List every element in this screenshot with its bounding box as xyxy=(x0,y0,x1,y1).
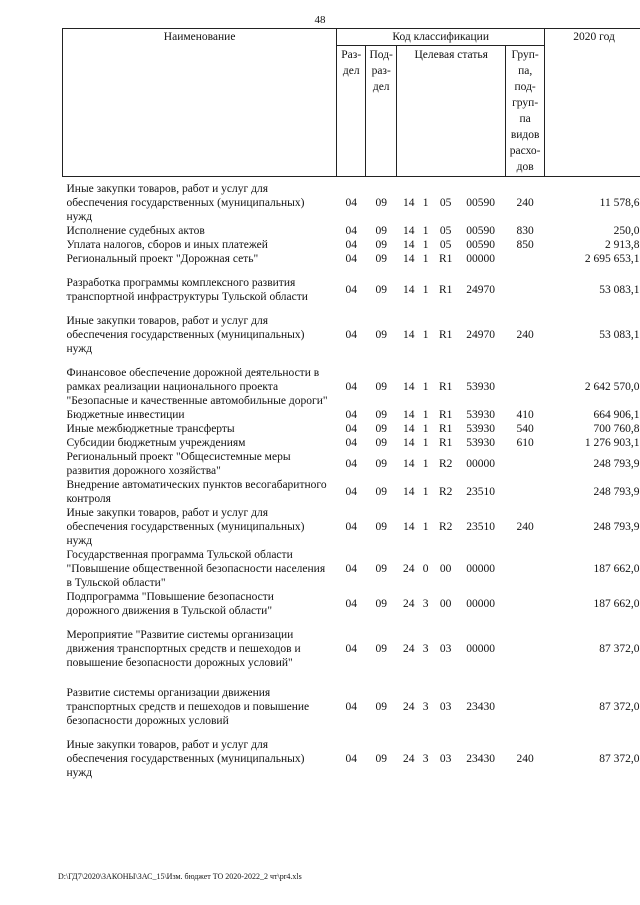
table-row xyxy=(63,738,640,780)
row-subsection: 09 xyxy=(375,329,387,341)
table-row xyxy=(63,422,640,436)
row-amount: 248 793,9 xyxy=(593,486,640,498)
row-amount: 87 372,0 xyxy=(599,643,640,655)
target-direction: 53930 xyxy=(466,409,496,421)
target-measure: R2 xyxy=(438,486,453,498)
table-body xyxy=(63,177,640,781)
target-measure: R2 xyxy=(438,458,453,470)
target-direction: 23510 xyxy=(466,521,496,533)
row-name: Иные закупки товаров, работ и услуг для обеспечения государственных (муниципальных) нужд xyxy=(66,739,305,779)
row-name: Мероприятие "Развитие системы организации движения транспортных средств и пешеходов и повышение безопасности дорожных условий" xyxy=(66,629,301,669)
row-subsection: 09 xyxy=(375,521,387,533)
target-subprogram: 1 xyxy=(422,225,429,237)
target-measure: R1 xyxy=(438,437,453,449)
target-measure: 05 xyxy=(439,197,452,209)
target-direction: 00590 xyxy=(466,197,496,209)
row-subsection: 09 xyxy=(375,253,387,265)
row-expense-group xyxy=(506,478,545,506)
table-row xyxy=(63,548,640,590)
row-name: Развитие системы организации движения транспортных средств и пешеходов и повышение безопасности дорожных условий xyxy=(66,687,310,727)
row-amount: 53 083,1 xyxy=(599,284,640,296)
row-amount: 2 642 570,0 xyxy=(584,381,640,393)
row-section: 04 xyxy=(345,643,357,655)
row-subsection: 09 xyxy=(375,598,387,610)
target-program: 14 xyxy=(402,329,415,341)
table-row xyxy=(63,686,640,728)
target-subprogram: 1 xyxy=(422,423,429,435)
target-direction: 24970 xyxy=(466,284,496,296)
target-program: 14 xyxy=(402,381,415,393)
row-name: Иные закупки товаров, работ и услуг для обеспечения государственных (муниципальных) нужд xyxy=(66,315,305,355)
row-target-article xyxy=(397,238,506,252)
row-spacer xyxy=(63,670,640,686)
row-expense-group: 240 xyxy=(516,197,534,209)
row-section: 04 xyxy=(345,521,357,533)
row-name: Финансовое обеспечение дорожной деятельности в рамках реализации национального проекта "Безопасные и качественные автомобильные дороги" xyxy=(66,367,328,407)
target-subprogram: 1 xyxy=(422,521,429,533)
row-name: Разработка программы комплексного развития транспортной инфраструктуры Тульской области xyxy=(66,277,308,303)
table-row xyxy=(63,450,640,478)
row-expense-group xyxy=(506,548,545,590)
row-expense-group: 410 xyxy=(516,409,534,421)
row-section: 04 xyxy=(345,225,357,237)
target-subprogram: 1 xyxy=(422,329,429,341)
table-header xyxy=(63,29,640,177)
row-expense-group: 240 xyxy=(516,521,534,533)
target-subprogram: 1 xyxy=(422,409,429,421)
row-subsection: 09 xyxy=(375,643,387,655)
row-name: Иные закупки товаров, работ и услуг для обеспечения государственных (муниципальных) нужд xyxy=(66,507,305,547)
table-row xyxy=(63,506,640,548)
target-measure: R1 xyxy=(438,284,453,296)
row-subsection: 09 xyxy=(375,437,387,449)
target-measure: R1 xyxy=(438,381,453,393)
row-section: 04 xyxy=(345,409,357,421)
target-subprogram: 1 xyxy=(422,486,429,498)
row-amount: 53 083,1 xyxy=(599,329,640,341)
target-direction: 00590 xyxy=(466,225,496,237)
target-measure: R1 xyxy=(438,423,453,435)
row-section: 04 xyxy=(345,701,357,713)
row-expense-group: 240 xyxy=(516,329,534,341)
row-subsection: 09 xyxy=(375,239,387,251)
header-target-article: Целевая статья xyxy=(397,46,506,177)
row-section: 04 xyxy=(345,381,357,393)
table-row xyxy=(63,177,640,225)
target-program: 14 xyxy=(402,521,415,533)
row-subsection: 09 xyxy=(375,423,387,435)
target-program: 14 xyxy=(402,423,415,435)
budget-table xyxy=(62,28,640,780)
row-subsection: 09 xyxy=(375,381,387,393)
target-program: 14 xyxy=(402,458,415,470)
row-subsection: 09 xyxy=(375,284,387,296)
target-program: 14 xyxy=(402,486,415,498)
target-measure: 03 xyxy=(439,643,452,655)
row-target-article xyxy=(397,314,506,356)
row-name: Подпрограмма "Повышение безопасности дорожного движения в Тульской области" xyxy=(66,591,274,617)
table-row xyxy=(63,238,640,252)
table-row xyxy=(63,478,640,506)
target-program: 24 xyxy=(402,643,415,655)
row-expense-group xyxy=(506,590,545,618)
target-program: 24 xyxy=(402,598,415,610)
header-year: 2020 год xyxy=(545,29,640,177)
row-target-article xyxy=(397,252,506,266)
row-expense-group: 240 xyxy=(516,753,534,765)
target-program: 14 xyxy=(402,253,415,265)
row-spacer xyxy=(63,356,640,366)
page-number: 48 xyxy=(314,14,326,26)
row-subsection: 09 xyxy=(375,197,387,209)
target-program: 14 xyxy=(402,437,415,449)
row-subsection: 09 xyxy=(375,225,387,237)
row-subsection: 09 xyxy=(375,753,387,765)
table-row xyxy=(63,628,640,670)
target-measure: R1 xyxy=(438,409,453,421)
table-row xyxy=(63,224,640,238)
target-direction: 23510 xyxy=(466,486,496,498)
header-name: Наименование xyxy=(63,29,337,177)
target-subprogram: 3 xyxy=(422,701,429,713)
row-section: 04 xyxy=(345,329,357,341)
target-program: 14 xyxy=(402,409,415,421)
row-name: Региональный проект "Общесистемные меры развития дорожного хозяйства" xyxy=(66,451,291,477)
table-row xyxy=(63,252,640,266)
target-measure: 03 xyxy=(439,701,452,713)
target-subprogram: 3 xyxy=(422,598,429,610)
target-subprogram: 1 xyxy=(422,239,429,251)
target-measure: R1 xyxy=(438,253,453,265)
row-amount: 11 578,6 xyxy=(599,197,640,209)
row-section: 04 xyxy=(345,423,357,435)
row-target-article xyxy=(397,628,506,670)
row-section: 04 xyxy=(345,284,357,296)
row-section: 04 xyxy=(345,458,357,470)
row-subsection: 09 xyxy=(375,458,387,470)
row-target-article xyxy=(397,506,506,548)
target-direction: 00000 xyxy=(466,643,496,655)
row-section: 04 xyxy=(345,598,357,610)
row-target-article xyxy=(397,366,506,408)
target-program: 14 xyxy=(402,239,415,251)
row-target-article xyxy=(397,177,506,225)
row-spacer xyxy=(63,618,640,628)
target-measure: 00 xyxy=(439,563,452,575)
row-expense-group xyxy=(506,366,545,408)
row-spacer xyxy=(63,266,640,276)
row-section: 04 xyxy=(345,486,357,498)
row-target-article xyxy=(397,686,506,728)
target-measure: 03 xyxy=(439,753,452,765)
header-subsection: Под-раз-дел xyxy=(366,46,397,177)
target-measure: 00 xyxy=(439,598,452,610)
target-subprogram: 1 xyxy=(422,284,429,296)
row-amount: 248 793,9 xyxy=(593,521,640,533)
target-subprogram: 1 xyxy=(422,437,429,449)
target-program: 24 xyxy=(402,701,415,713)
row-name: Иные закупки товаров, работ и услуг для обеспечения государственных (муниципальных) нужд xyxy=(66,183,305,223)
target-program: 14 xyxy=(402,197,415,209)
table-row xyxy=(63,590,640,618)
file-path-footer: D:\ГД7\2020\ЗАКОНЫ\ЗАС_15\Изм. бюджет ТО 2020-2022_2 чт\pr4.xls xyxy=(58,872,302,881)
row-name: Государственная программа Тульской области "Повышение общественной безопасности населения в Тульской области" xyxy=(66,549,326,589)
target-subprogram: 3 xyxy=(422,643,429,655)
row-target-article xyxy=(397,422,506,436)
row-amount: 187 662,0 xyxy=(593,598,640,610)
row-section: 04 xyxy=(345,239,357,251)
target-direction: 00000 xyxy=(466,563,496,575)
target-program: 24 xyxy=(402,563,415,575)
target-program: 14 xyxy=(402,225,415,237)
header-section: Раз-дел xyxy=(337,46,366,177)
table-row xyxy=(63,436,640,450)
row-expense-group xyxy=(506,450,545,478)
row-subsection: 09 xyxy=(375,563,387,575)
row-section: 04 xyxy=(345,197,357,209)
target-subprogram: 1 xyxy=(422,458,429,470)
target-measure: 05 xyxy=(439,225,452,237)
target-measure: R2 xyxy=(438,521,453,533)
row-section: 04 xyxy=(345,563,357,575)
row-amount: 87 372,0 xyxy=(599,753,640,765)
target-direction: 00000 xyxy=(466,253,496,265)
row-section: 04 xyxy=(345,753,357,765)
target-subprogram: 3 xyxy=(422,753,429,765)
row-subsection: 09 xyxy=(375,701,387,713)
row-amount: 250,0 xyxy=(613,225,640,237)
row-expense-group xyxy=(506,686,545,728)
target-subprogram: 1 xyxy=(422,253,429,265)
row-amount: 248 793,9 xyxy=(593,458,640,470)
target-direction: 53930 xyxy=(466,437,496,449)
row-amount: 664 906,1 xyxy=(593,409,640,421)
row-spacer xyxy=(63,728,640,738)
row-target-article xyxy=(397,450,506,478)
row-amount: 700 760,8 xyxy=(593,423,640,435)
target-measure: 05 xyxy=(439,239,452,251)
table-row xyxy=(63,408,640,422)
row-section: 04 xyxy=(345,253,357,265)
row-name: Бюджетные инвестиции xyxy=(66,409,185,421)
row-expense-group xyxy=(506,628,545,670)
target-measure: R1 xyxy=(438,329,453,341)
table-row xyxy=(63,366,640,408)
target-direction: 00000 xyxy=(466,458,496,470)
row-section: 04 xyxy=(345,437,357,449)
row-target-article xyxy=(397,478,506,506)
row-amount: 2 913,8 xyxy=(605,239,640,251)
table-row xyxy=(63,314,640,356)
row-target-article xyxy=(397,738,506,780)
header-expense-group: Груп-па, под-груп-па видов расхо-дов xyxy=(506,46,545,177)
row-target-article xyxy=(397,590,506,618)
row-expense-group xyxy=(506,276,545,304)
target-program: 14 xyxy=(402,284,415,296)
target-subprogram: 1 xyxy=(422,197,429,209)
target-direction: 23430 xyxy=(466,701,496,713)
row-amount: 2 695 653,1 xyxy=(584,253,640,265)
row-expense-group: 610 xyxy=(516,437,534,449)
row-target-article xyxy=(397,408,506,422)
row-spacer xyxy=(63,304,640,314)
row-expense-group: 850 xyxy=(516,239,534,251)
target-direction: 00590 xyxy=(466,239,496,251)
row-name: Региональный проект "Дорожная сеть" xyxy=(66,253,259,265)
table-row xyxy=(63,276,640,304)
row-expense-group: 540 xyxy=(516,423,534,435)
target-direction: 00000 xyxy=(466,598,496,610)
row-expense-group xyxy=(506,252,545,266)
row-target-article xyxy=(397,276,506,304)
row-amount: 187 662,0 xyxy=(593,563,640,575)
row-name: Уплата налогов, сборов и иных платежей xyxy=(66,239,268,251)
row-target-article xyxy=(397,224,506,238)
row-amount: 1 276 903,1 xyxy=(584,437,640,449)
target-direction: 53930 xyxy=(466,423,496,435)
row-target-article xyxy=(397,436,506,450)
row-amount: 87 372,0 xyxy=(599,701,640,713)
row-subsection: 09 xyxy=(375,409,387,421)
row-name: Иные межбюджетные трансферты xyxy=(66,423,235,435)
header-classification-code: Код классификации xyxy=(337,29,545,46)
target-direction: 53930 xyxy=(466,381,496,393)
row-name: Исполнение судебных актов xyxy=(66,225,205,237)
row-expense-group: 830 xyxy=(516,225,534,237)
row-name: Внедрение автоматических пунктов весогабаритного контроля xyxy=(66,479,327,505)
target-subprogram: 1 xyxy=(422,381,429,393)
row-subsection: 09 xyxy=(375,486,387,498)
target-direction: 23430 xyxy=(466,753,496,765)
target-program: 24 xyxy=(402,753,415,765)
target-direction: 24970 xyxy=(466,329,496,341)
row-name: Субсидии бюджетным учреждениям xyxy=(66,437,246,449)
target-subprogram: 0 xyxy=(422,563,429,575)
row-target-article xyxy=(397,548,506,590)
